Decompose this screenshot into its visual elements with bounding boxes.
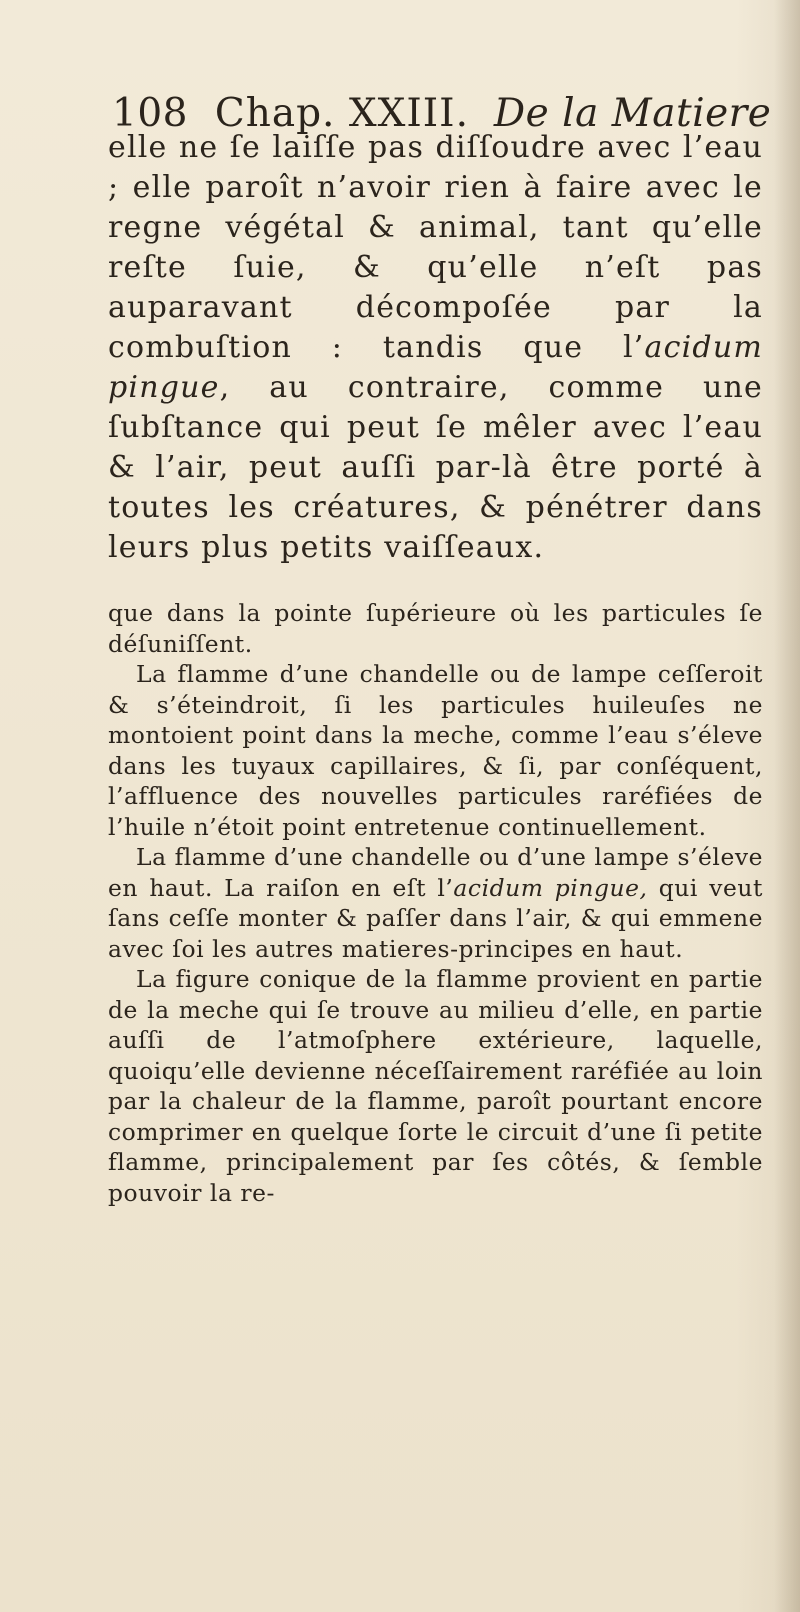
small-print-block <box>108 598 763 1208</box>
paragraph-conical-figure: La figure conique de la flamme provient en partie de la meche qui ſe trouve au milieu d’elle, en partie auſſi de l’atmoſphere extérieure, laquelle, quoiqu’elle devienne néceſſairement raréfiée au loin par la chaleur de la flamme, paroît pourtant encore comprimer en quelque ſorte le circuit d’une ſi petite flamme, principalement par ſes côtés, & ſemble pouvoir la re- <box>108 965 763 1207</box>
large-text-emphasis: acidum pingue <box>108 330 763 405</box>
large-print-block <box>108 128 763 568</box>
chapter-label: Chap. XXIII. <box>214 91 469 136</box>
paragraph-continuation: que dans la pointe ſupérieure où les particules ſe déſuniſſent. <box>108 599 763 658</box>
chapter-title: De la Matiere <box>493 91 772 136</box>
p3-before: La flamme d’une chandelle ou d’une lampe s’éleve en haut. La raiſon en eſt l’ <box>108 843 763 902</box>
large-print-paragraph <box>108 128 763 568</box>
page-gutter-shadow <box>774 0 800 1612</box>
page-number: 108 <box>112 91 188 136</box>
large-text-before: elle ne ſe laiſſe pas diſſoudre avec l’eau ; elle paroît n’avoir rien à faire avec le regne végétal & animal, tant qu’elle reſte ſuie, & qu’elle n’eſt pas auparavant décompoſée par la combuſtion : tandis que l’ <box>108 130 763 365</box>
p3-after: qui veut ſans ceſſe monter & paſſer dans l’air, & qui emmene avec ſoi les autres matieres-principes en haut. <box>108 873 763 963</box>
paragraph-flame-extinguish: La flamme d’une chandelle ou de lampe ceſſeroit & s’éteindroit, ſi les particules huileuſes ne montoient point dans la meche, comme l’eau s’éleve dans les tuyaux capillaires, & ſi, par conſéquent, l’affluence des nouvelles particules raréfiées de l’huile n’étoit point entretenue continuellement. <box>108 660 763 841</box>
p3-emphasis: acidum pingue, <box>453 873 648 902</box>
large-text-after: , au contraire, comme une ſubſtance qui peut ſe mêler avec l’eau & l’air, peut auſſi par-là être porté à toutes les créatures, & pénétrer dans leurs plus petits vaiſſeaux. <box>108 370 763 565</box>
paragraph-flame-rises <box>108 842 763 964</box>
